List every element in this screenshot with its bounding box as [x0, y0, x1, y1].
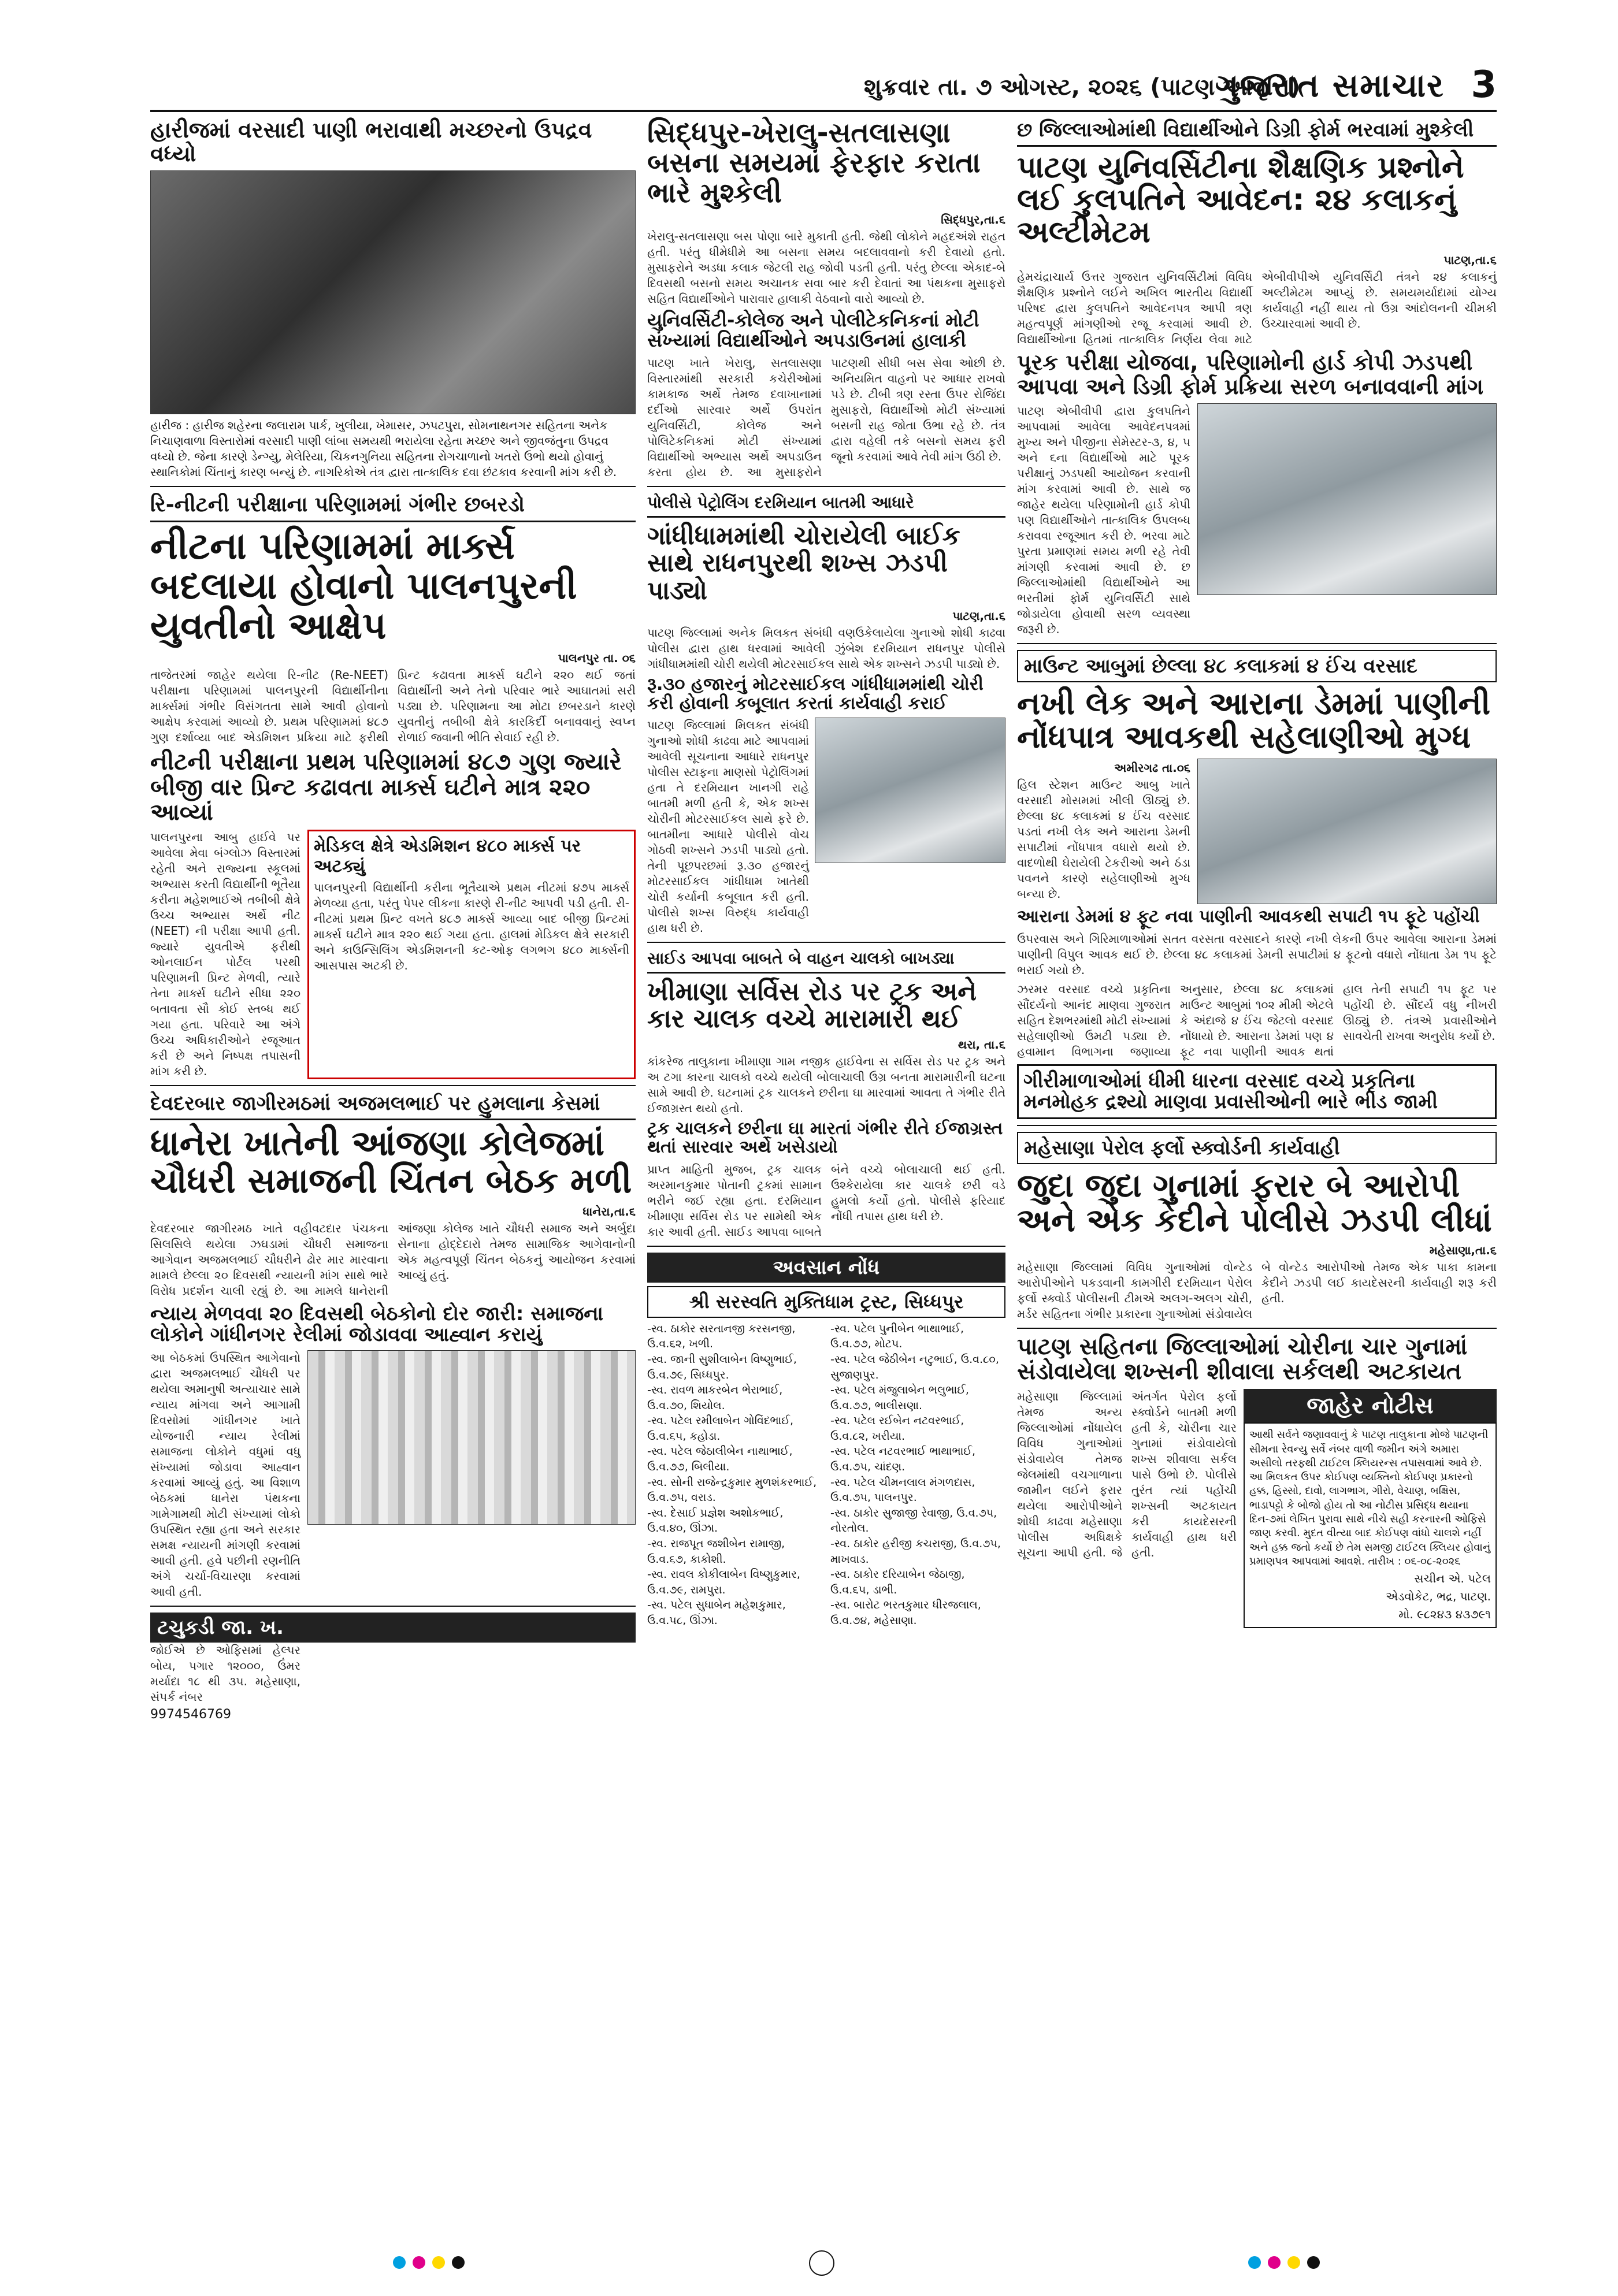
body-shivala: મહેસાણા જિલ્લામાં તેમજ અન્ય જિલ્લાઓમાં નોંધાયેલ વિવિધ ગુનાઓમાં સંડોવાયેલ તેમજ જેલમાંથી વચગાળાના જામીન લઈને ફરાર થયેલા આરોપીઓને શોધી કાઢવા મહેસાણા પોલીસ અધિક્ષકે સૂચના આપી હતી. જે અંતર્ગત પેરોલ ફર્લો સ્ક્વોર્ડને બાતમી મળી હતી કે, ચોરીના ચાર ગુનામાં સંડોવાયેલો શખ્સ શીવાલા સર્કલ પાસે ઉભો છે. પોલીસે તુરંત ત્યાં પહોંચી શખ્સની અટકાયત કરી કાયદેસરની કાર્યવાહી હાથ ધરી હતી.	[1017, 1390, 1237, 1560]
body-gandhidham: પાટણ જિલ્લામાં અનેક મિલકત સંબંધી વણઉકેલાયેલા ગુનાઓ શોધી કાઢવા પોલીસ દ્વારા હાથ ધરવામાં આવેલી ઝુંબેશ દરમિયાન રાધનપુર પોલીસે ગાંધીધામમાંથી ચોરી થયેલી મોટરસાઈકલ સાથે એક શખ્સને ઝડપી પાડ્યો છે.	[647, 626, 1005, 671]
body-neet-left: પાલનપુરના આબુ હાઈવે પર આવેલા મેવા બંગ્લોઝ વિસ્તારમાં રહેતી અને રાજ્યના સ્કૂલમાં અભ્યાસ કરતી વિદ્યાર્થીની ભૂતૈયા કરીના મહેશભાઈએ તબીબી ક્ષેત્રે ઉચ્ચ અભ્યાસ અર્થે નીટ (NEET) ની પરીક્ષા આપી હતી. જ્યારે યુવતીએ ફરીથી ઓનલાઈન પોર્ટલ પરથી પરિણામની પ્રિન્ટ મેળવી, ત્યારે તેના માર્ક્સ ઘટીને સીધા ૨૨૦ બતાવતા સૌ કોઈ સ્તબ્ધ થઈ ગયા હતા. પરિવારે આ અંગે ઉચ્ચ અધિકારીઓને રજૂઆત કરી છે અને નિષ્પક્ષ તપાસની માંગ કરી છે.	[150, 830, 300, 1078]
dateline-siddhpur: સિદ્ધપુર,તા.૬	[941, 213, 1005, 227]
obit-item: -સ્વ. જાની સુશીલાબેન વિષ્ણુભાઈ, ઉ.વ.૭૯, સિધ્ધપુર.	[647, 1353, 797, 1381]
obit-item: -સ્વ. પટેલ સુધાબેન મહેશકુમાર, ઉ.વ.૫૮, ઊંઝા.	[647, 1599, 786, 1627]
body2-gandhidham: પાટણ જિલ્લામાં મિલકત સંબંધી ગુનાઓ શોધી કાઢવા માટે આપવામાં આવેલી સૂચનાના આધારે રાધનપુર પોલીસ સ્ટાફના માણસો પેટ્રોલિંગમાં હતા તે દરમિયાન ખાનગી રાહે બાતમી મળી હતી કે, એક શખ્સ ચોરીની મોટરસાઈકલ સાથે ફરે છે. બાતમીના આધારે પોલીસે વોચ ગોઠવી શખ્સને ઝડપી પાડ્યો હતો. તેની પૂછપરછમાં રૂ.૩૦ હજારનું મોટરસાઈકલ ગાંધીધામ ખાતેથી ચોરી કર્યાની કબૂલાત કરી હતી. પોલીસે શખ્સ વિરુદ્ધ કાર્યવાહી હાથ ધરી છે.	[647, 718, 809, 935]
page-number: 3	[1471, 64, 1497, 106]
body-mountabu: હિલ સ્ટેશન માઉન્ટ આબુ ખાતે વરસાદી મોસમમાં ખીલી ઊઠ્યું છે. છેલ્લા ૪૮ કલાકમાં ૪ ઈંચ વરસાદ પડતાં નખી લેક અને આરાના ડેમની સપાટીમાં નોંધપાત્ર વધારો થયો છે. વાદળોથી ઘેરાયેલી ટેકરીઓ અને ઠંડા પવનને કારણે સહેલાણીઓ મુગ્ધ બન્યા છે.	[1017, 778, 1190, 901]
body-university: હેમચંદ્રાચાર્ય ઉત્તર ગુજરાત યુનિવર્સિટીમાં વિવિધ શૈક્ષણિક પ્રશ્નોને લઈને અખિલ ભારતીય વિદ્યાર્થી પરિષદ દ્વારા કુલપતિને આવેદનપત્ર આપી ત્રણ મહત્વપૂર્ણ માંગણીઓ રજૂ કરવામાં આવી છે. વિદ્યાર્થીઓના હિતમાં તાત્કાલિક નિર્ણય લેવા માટે એબીવીપીએ યુનિવર્સિટી તંત્રને ૨૪ કલાકનું અલ્ટીમેટમ આપ્યું છે. સમયમર્યાદામાં યોગ્ય કાર્યવાહી નહીં થાય તો ઉગ્ર આંદોલનની ચીમકી ઉચ્ચારવામાં આવી છે.	[1017, 270, 1497, 347]
obituary-head: અવસાન નોંધ	[647, 1253, 1005, 1283]
body-khimana: કાંકરેજ તાલુકાના ખીમાણા ગામ નજીક હાઈવેના સ સર્વિસ રોડ પર ટ્રક અને અ ટગા કારના ચાલકો વચ્ચે થયેલી બોલાચાલી ઉગ્ર બનતા મારામારીની ઘટના સામે આવી છે. ઘટનામાં ટ્રક ચાલકને છરીના ઘા મારવામાં આવતા તે ગંભીર રીતે ઈજાગ્રસ્ત થયો હતો.	[647, 1054, 1005, 1115]
kicker-khimana: સાઈડ આપવા બાબતે બે વાહન ચાલકો બાખડ્યા	[647, 949, 1005, 974]
box-medical-admission	[307, 830, 636, 1079]
subhead-khimana: ટ્રક ચાલકને છરીના ઘા મારતાં ગંભીર રીતે ઈજાગ્રસ્ત થતાં સારવાર અર્થે ખસેડાયો	[647, 1118, 1003, 1158]
obit-item: -સ્વ. પટેલ જેઠાલીબેન નાથાભાઈ, ઉ.વ.૭૭, બિલીયા.	[647, 1445, 793, 1474]
body-mehsana: મહેસાણા જિલ્લામાં વિવિધ ગુનાઓમાં વોન્ટેડ આરોપીઓને પકડવાની કામગીરી દરમિયાન પેરોલ ફર્લો સ્ક્વોર્ડ પોલીસની ટીમએ અલગ-અલગ ચોરી, મર્ડર સહિતના ગંભીર પ્રકારના ગુનાઓમાં સંડોવાયેલ બે વોન્ટેડ આરોપીઓ તેમજ એક પાકા કામના કેદીને ઝડપી લઈ કાયદેસરની કાર્યવાહી શરૂ કરી હતી.	[1017, 1260, 1497, 1321]
color-dots-right	[1248, 2256, 1320, 2269]
subhead-siddhpur-bus: યુનિવર્સિટી-કોલેજ અને પોલીટેકનિકનાં મોટી સંખ્યામાં વિદ્યાર્થીઓને અપડાઉનમાં હાલાકી	[647, 309, 979, 352]
photo-meeting	[307, 1350, 636, 1525]
color-dot-icon	[452, 2256, 465, 2269]
box-body: પાલનપુરની વિદ્યાર્થીની કરીના ભૂતૈયાએ પ્રથમ નીટમાં ૪૭૫ માર્ક્સ મેળવ્યા હતા, પરંતુ પેપર લીકના કારણે રી-નીટ આપવી પડી હતી. રી-નીટમાં પ્રથમ પ્રિન્ટ વખતે ૪૮૭ માર્ક્સ આવ્યા બાદ બીજી પ્રિન્ટમાં માર્ક્સ ઘટીને માત્ર ૨૨૦ થઈ ગયા હતા. હાલમાં મેડિકલ ક્ષેત્રે સરકારી અને કાઉન્સિલિંગ એડમિશનની કટ-ઓફ લગભગ ૪૮૦ માર્ક્સની આસપાસ અટકી છે.	[314, 880, 629, 972]
column-left	[150, 118, 636, 1722]
color-dot-icon	[1268, 2256, 1281, 2269]
obit-item: -સ્વ. સોની રાજેન્દ્રકુમાર મુળશંકરભાઈ, ઉ.વ.૭૫, વરાડ.	[647, 1476, 817, 1504]
dateline-palanpur: પાલનપુર તા. ૦૬	[558, 651, 636, 666]
caption-harij: હારીજ : હારીજ શહેરના જલારામ પાર્ક, ખુલીયા, ખેમાસર, ઝપટપુરા, સોમનાથનગર સહિતના અનેક નિચાણવાળા વિસ્તારોમાં વરસાદી પાણી લાંબા સમયથી ભરાયેલા રહેતા મચ્છર અને જીવજંતુના ઉપદ્રવ વધ્યો છે. જેના કારણે ડેન્ગ્યુ, મેલેરિયા, ચિકનગુનિયા સહિતના રોગચાળાનો ખતરો ઉભો થયો હોવાનું સ્થાનિકોમાં ચિંતાનું કારણ બન્યું છે. નાગરિકોએ તંત્ર દ્વારા તાત્કાલિક દવા છંટકાવ કરવાની માંગ કરી છે.	[150, 418, 617, 480]
box-head: મેડિકલ ક્ષેત્રે એડમિશન ૪૮૦ માર્ક્સ પર અટક્યું	[314, 835, 581, 876]
headline-shivala: પાટણ સહિતના જિલ્લાઓમાં ચોરીના ચાર ગુનામાં સંડોવાયેલા શખ્સની શીવાલા સર્કલથી અટકાયત	[1017, 1333, 1468, 1385]
color-dot-icon	[1248, 2256, 1261, 2269]
subbody-mountabu: ઉપરવાસ અને ગિરિમાળાઓમાં સતત વરસતા વરસાદને કારણે નખી લેકની ઉપર આવેલા આરાના ડેમમાં પાણીની વિપુલ આવક થઈ છે. છેલ્લા ૪૮ કલાકમાં ડેમની સપાટીમાં ૪ ફૂટનો વધારો નોંધાતા ડેમ ૧૫ ફૂટે ભરાઈ ગયો છે.	[1017, 931, 1497, 977]
dateline-mehsana: મહેસાણા,તા.૬	[1429, 1243, 1497, 1257]
headline-neet: નીટના પરિણામમાં માર્ક્સ બદલાયા હોવાનો પાલનપુરની યુવતીનો આક્ષેપ	[150, 525, 577, 648]
obit-item: -સ્વ. ઠાકોર સુજાજી રેવાજી, ઉ.વ.૭૫, નોરતોલ.	[830, 1506, 997, 1535]
newspaper-page	[150, 0, 1497, 2296]
headline-dhanera: ધાનેરા ખાતેની આંજણા કોલેજમાં ચૌધરી સમાજની ચિંતન બેઠક મળી	[150, 1123, 632, 1201]
body-siddhpur-bus: ખેરાલુ-સતલાસણા બસ પોણા બારે મુકાતી હતી. જેથી લોકોને મહદઅંશે રાહત હતી. પરંતુ ધીમેધીમે આ બસના સમય બદલાવવાનો કરી દેવાયો હતો. મુસાફરોને અડધા કલાક જેટલી રાહ જોવી પડતી હતી. પરંતુ છેલ્લા એકાદ-બે દિવસથી બસનો સમય અચાનક સવા બાર કરી દેવાતાં આ પંથકના મુસાફરો સહિત વિદ્યાર્થીઓને પારાવાર હાલાકી વેઠવાનો વારો આવ્યો છે.	[647, 229, 1005, 306]
registration-mark-icon	[809, 2250, 834, 2276]
notice-sign-title: એડવોકેટ, ભદ્ર, પાટણ.	[1386, 1589, 1491, 1604]
obit-item: -સ્વ. પટેલ પુનીબેન ભાથાભાઈ, ઉ.વ.૭૭, મોટપ.	[830, 1322, 964, 1351]
classified-phone: 9974546769	[150, 1707, 231, 1722]
masthead	[150, 64, 1497, 112]
kicker-university: છ જિલ્લાઓમાંથી વિદ્યાર્થીઓને ડિગ્રી ફોર્મ ભરવામાં મુશ્કેલી	[1017, 118, 1497, 147]
classified-head: ટચુકડી જા. ખ.	[150, 1613, 636, 1643]
color-dot-icon	[432, 2256, 445, 2269]
obit-item: -સ્વ. પટેલ રમીલાબેન ગોવિંદભાઈ, ઉ.વ.૬૫, કહોડા.	[647, 1414, 794, 1443]
kicker-mountabu: માઉન્ટ આબુમાં છેલ્લા ૪૮ કલાકમાં ૪ ઈંચ વરસાદ	[1017, 650, 1497, 682]
obit-item: -સ્વ. દેસાઈ પ્રજ્ઞેશ અશોકભાઈ, ઉ.વ.૪૦, ઊંઝા.	[647, 1506, 784, 1535]
public-notice	[1244, 1422, 1497, 1628]
notice-sign: સચીન એ. પટેલ	[1414, 1571, 1491, 1586]
kicker-devdarbar: દેવદરબાર જાગીરમઠમાં અજમલભાઈ પર હુમલાના કેસમાં	[150, 1092, 636, 1120]
notice-head: જાહેર નોટીસ	[1244, 1389, 1497, 1422]
headline-harij: હારીજમાં વરસાદી પાણી ભરાવાથી મચ્છરનો ઉપદ્રવ વધ્યો	[150, 117, 592, 167]
column-right	[1017, 118, 1497, 1628]
obit-item: -સ્વ. પટેલ મંજુલાબેન ભલુભાઈ, ઉ.વ.૭૭, ભાલીસણા.	[830, 1384, 969, 1412]
dateline-patan: પાટણ,તા.૬	[952, 609, 1005, 623]
subhead-neet: નીટની પરીક્ષાના પ્રથમ પરિણામમાં ૪૮૭ ગુણ જ્યારે બીજી વાર પ્રિન્ટ કઢાવતા માર્ક્સ ઘટીને માત્ર ૨૨૦ આવ્યાં	[150, 749, 622, 826]
headline-khimana: ખીમાણા સર્વિસ રોડ પર ટ્રક અને કાર ચાલક વચ્ચે મારામારી થઈ	[647, 976, 977, 1034]
body2-khimana: પ્રાપ્ત માહિતી મુજબ, ટ્રક ચાલક અરમાનકુમાર પોતાની ટ્રકમાં સામાન ભરીને જઈ રહ્યા હતા. દરમિયાન ખીમાણા સર્વિસ રોડ પર સામેથી એક કાર આવી હતી. સાઈડ આપવા બાબતે બંને વચ્ચે બોલાચાલી થઈ હતી. ઉશ્કેરાયેલા કાર ચાલકે છરી વડે હુમલો કર્યો હતો. પોલીસે ફરિયાદ નોંધી તપાસ હાથ ધરી છે.	[647, 1162, 1005, 1239]
body2-siddhpur-bus: પાટણ ખાતે ખેરાલુ, સતલાસણા વિસ્તારમાંથી સરકારી કચેરીઓમાં કામકાજ અર્થે તેમજ દવાખાનામાં દર્દીઓ સારવાર અર્થે ઉપરાંત યુનિવર્સિટી, કોલેજ અને પોલિટેકનિકમાં મોટી સંખ્યામાં વિદ્યાર્થીઓ અભ્યાસ અર્થે અપડાઉન કરતા હોય છે. આ મુસાફરોને પાટણથી સીધી બસ સેવા ઓછી છે. અનિયમિત વાહનો પર આધાર રાખવો પડે છે. ટીબી ત્રણ રસ્તા ઉપર રોજિંદા મુસાફરો, વિદ્યાર્થીઓ મોટી સંખ્યામાં બસની રાહ જોતા ઉભા રહે છે. તંત્ર દ્વારા વહેલી તકે બસનો સમય ફરી જૂનો કરવામાં આવે તેવી માંગ ઉઠી છે.	[647, 355, 1005, 479]
color-dot-icon	[1307, 2256, 1320, 2269]
photo-abvp-protest	[1197, 403, 1497, 595]
obit-item: -સ્વ. બારોટ ભરતકુમાર ધીરજલાલ, ઉ.વ.૭૪, મહેસાણા.	[830, 1599, 981, 1627]
body-neet: તાજેતરમાં જાહેર થયેલા રિ-નીટ (Re-NEET) પરીક્ષાના પરિણામમાં પાલનપુરની વિદ્યાર્થીનીના માર્ક્સમાં ગંભીર વિસંગતતા સામે આવી હોવાનો આક્ષેપ કરવામાં આવ્યો છે. પ્રથમ પરિણામમાં ૪૮૭ ગુણ દર્શાવ્યા બાદ એડમિશન પ્રક્રિયા માટે ફરીથી પ્રિન્ટ કઢાવતા માર્ક્સ ઘટીને ૨૨૦ થઈ જતાં વિદ્યાર્થીની અને તેનો પરિવાર ભારે આઘાતમાં સરી પડ્યા છે. પરિણામના આ મોટા છબરડાને કારણે યુવતીનું તબીબી ક્ષેત્રે કારકિર્દી બનાવવાનું સ્વપ્ન રોળાઈ જવાની ભીતિ સેવાઈ રહી છે.	[150, 668, 636, 745]
kicker-reneet: રિ-નીટની પરીક્ષાના પરિણામમાં ગંભીર છબરડો	[150, 493, 636, 522]
photo-nakki-lake	[1197, 759, 1497, 904]
body-dhanera: દેવદરબાર જાગીરમઠ ખાતે વહીવટદાર પંચકના સિલસિલે થયેલા ઝઘડામાં ચૌધરી સમાજના આગેવાન અજમલભાઈ ચૌધરીને ઢોર માર મારવાના મામલે છેલ્લા ૨૦ દિવસથી ન્યાયની માંગ સાથે ભારે વિરોધ પ્રદર્શન ચાલી રહ્યું છે. આ મામલે ધાનેરાની આંજણા કોલેજ ખાતે ચૌધરી સમાજ અને અર્બુદા સેનાના હોદ્દેદારો તેમજ સામાજિક આગેવાનોની એક મહત્વપૂર્ણ ચિંતન બેઠકનું આયોજન કરવામાં આવ્યું હતું.	[150, 1221, 636, 1298]
obit-item: -સ્વ. રાજપૂત જશીબેન રામાજી, ઉ.વ.૬૭, કાકોશી.	[647, 1537, 785, 1566]
notice-body: આથી સર્વને જણાવવાનું કે પાટણ તાલુકાના મોજે પાટણની સીમના રેવન્યુ સર્વે નંબર વાળી જમીન અંગે અમારા અસીલો તરફથી ટાઈટલ ક્લિયરન્સ તપાસવામાં આવે છે. આ મિલકત ઉપર કોઈપણ વ્યક્તિનો કોઈપણ પ્રકારનો હક્ક, હિસ્સો, દાવો, લાગભાગ, ગીરો, વેચાણ, બક્ષિસ, ભાડાપટ્ટો કે બોજો હોય તો આ નોટીસ પ્રસિદ્ધ થયાના દિન-૭માં લેખિત પુરાવા સાથે નીચે સહી કરનારની ઓફિસે જાણ કરવી. મુદત વીત્યા બાદ કોઈપણ વાંધો ચાલશે નહીં અને હક્ક જતો કર્યો છે તેમ સમજી ટાઈટલ ક્લિયર હોવાનું પ્રમાણપત્ર આપવામાં આવશે. તારીખ : ૦૬-૦૮-૨૦૨૬	[1249, 1429, 1491, 1567]
obit-item: -સ્વ. ઠાકોર સરતાનજી કરસનજી, ઉ.વ.૬૨, ખળી.	[647, 1322, 796, 1351]
dateline-thara: થરા, તા.૬	[958, 1037, 1005, 1052]
paper-name: ગુજરાત સમાચાર	[1215, 67, 1445, 105]
dateline-amirgadh: અમીરગઢ તા.૦૬	[1114, 761, 1190, 775]
column-middle	[647, 118, 1005, 1629]
kicker-gandhidham: પોલીસે પેટ્રોલિંગ દરમિયાન બાતમી આધારે	[647, 493, 1005, 518]
kicker-mehsana: મહેસાણા પેરોલ ફર્લો સ્ક્વોર્ડની કાર્યવાહી	[1017, 1132, 1497, 1164]
band-mountabu: ગીરીમાળાઓમાં ધીમી ધારના વરસાદ વચ્ચે પ્રકૃતિના મનમોહક દ્રશ્યો માણવા પ્રવાસીઓની ભારે ભીડ જામી	[1017, 1064, 1497, 1119]
obit-item: -સ્વ. પટેલ ચીમનલાલ મંગળદાસ, ઉ.વ.૭૫, પાલનપુર.	[830, 1476, 975, 1504]
obit-item: -સ્વ. ઠાકોર હરીજી કચરાજી, ઉ.વ.૭૫, માખવાડ.	[830, 1537, 1001, 1566]
obituary-col-left	[647, 1321, 822, 1629]
color-dot-icon	[393, 2256, 406, 2269]
obit-item: -સ્વ. પટેલ જેઠીબેન નટુભાઈ, ઉ.વ.૮૦, સુજાણપુર.	[830, 1353, 999, 1381]
obit-item: -સ્વ. ઠાકોર દરિયાબેન જેઠાજી, ઉ.વ.૬૫, ડાભી.	[830, 1568, 965, 1596]
color-dot-icon	[413, 2256, 425, 2269]
obituary-trust: શ્રી સરસ્વતિ મુક્તિધામ ટ્રસ્ટ, સિધ્ધપુર	[647, 1286, 1005, 1318]
photo-accused	[815, 718, 1005, 863]
headline-university: પાટણ યુનિવર્સિટીના શૈક્ષણિક પ્રશ્નોને લઈ કુલપતિને આવેદન: ૨૪ કલાકનું અલ્ટીમેટમ	[1017, 150, 1464, 250]
dateline-patan-univ: પાટણ,તા.૬	[1443, 253, 1497, 268]
dateline-dhanera: ધાનેરા,તા.૬	[582, 1204, 636, 1218]
headline-mehsana: જુદા જુદા ગુનામાં ફરાર બે આરોપી અને એક કેદીને પોલીસે ઝડપી લીધાં	[1017, 1166, 1492, 1240]
obit-item: -સ્વ. રાવલ કોકીલાબેન વિષ્ણુકુમાર, ઉ.વ.૭૯, રામપુરા.	[647, 1568, 800, 1596]
subhead-university: પૂરક પરીક્ષા યોજવા, પરિણામોની હાર્ડ કોપી ઝડપથી આપવા અને ડિગ્રી ફોર્મ પ્રક્રિયા સરળ બનાવવાની માંગ	[1017, 350, 1483, 399]
obit-item: -સ્વ. રાવળ માકરબેન ભેરાભાઈ, ઉ.વ.૭૦, શિયોલ.	[647, 1384, 783, 1412]
classified-body: જોઈએ છે ઓફિસમાં હેલ્પર બોય, પગાર ૧૨૦૦૦, ઉંમર મર્યાદા ૧૮ થી ૩૫. મહેસાણા, સંપર્ક નંબર	[150, 1643, 300, 1704]
headline-gandhidham: ગાંધીધામમાંથી ચોરાયેલી બાઈક સાથે રાધનપુરથી શખ્સ ઝડપી પાડ્યો	[647, 521, 960, 605]
color-dot-icon	[1287, 2256, 1300, 2269]
photo-waterlogging	[150, 170, 636, 414]
obituary-list	[647, 1321, 1005, 1629]
obit-item: -સ્વ. પટેલ નટવરભાઈ ભાથાભાઈ, ઉ.વ.૭૫, ચાંદણ.	[830, 1445, 976, 1474]
obituary-col-right	[830, 1321, 1005, 1629]
subhead-gandhidham: રૂ.૩૦ હજારનું મોટરસાઈકલ ગાંધીધામમાંથી ચોરી કરી હોવાની કબૂલાત કરતાં કાર્યવાહી કરાઈ	[647, 674, 984, 714]
subhead-mountabu: આરાના ડેમમાં ૪ ફૂટ નવા પાણીની આવકથી સપાટી ૧૫ ફૂટે પહોંચી	[1017, 906, 1480, 927]
notice-phone: મો. ૯૮૨૪૩ ૪૩૭૯૧	[1398, 1607, 1491, 1622]
headline-siddhpur-bus: સિદ્ધપુર-ખેરાલુ-સતલાસણા બસના સમયમાં ફેરફાર કરાતા ભારે મુશ્કેલી	[647, 117, 981, 209]
color-dots-left	[393, 2256, 465, 2269]
subhead-dhanera: ન્યાય મેળવવા ૨૦ દિવસથી બેઠકોનો દોર જારી: સમાજના લોકોને ગાંધીનગર રેલીમાં જોડાવવા આહ્વાન કરાયું	[150, 1302, 603, 1347]
body-dhanera-left: આ બેઠકમાં ઉપસ્થિત આગેવાનો દ્વારા અજમલભાઈ ચૌધરી પર થયેલા અમાનુષી અત્યાચાર સામે ન્યાય માંગવા અને આગામી દિવસોમાં ગાંધીનગર ખાતે યોજનારી ન્યાય રેલીમાં સમાજના લોકોને વધુમાં વધુ સંખ્યામાં જોડાવા આહ્વાન કરવામાં આવ્યું હતું. આ વિશાળ બેઠકમાં ધાનેરા પંથકના ગામેગામથી મોટી સંખ્યામાં લોકો ઉપસ્થિત રહ્યા હતા અને સરકાર સમક્ષ ન્યાયની માંગણી કરવામાં આવી હતી. હવે પછીની રણનીતિ અંગે ચર્ચા-વિચારણા કરવામાં આવી હતી.	[150, 1350, 300, 1599]
body2-mountabu: ઝરમર વરસાદ વચ્ચે પ્રકૃતિના સૌંદર્યનો આનંદ માણવા ગુજરાત સહિત દેશભરમાંથી મોટી સંખ્યામાં સહેલાણીઓ ઉમટી પડ્યા છે. હવામાન વિભાગના જણાવ્યા અનુસાર, છેલ્લા ૪૮ કલાકમાં માઉન્ટ આબુમાં ૧૦૨ મીમી એટલે કે અંદાજે ૪ ઈંચ જેટલો વરસાદ નોંધાયો છે. આરાના ડેમમાં પણ ૪ ફૂટ નવા પાણીની આવક થતાં હાલ તેની સપાટી ૧૫ ફૂટ પર પહોંચી છે. સૌંદર્ય વધુ નીખરી ઊઠ્યું છે. તંત્રએ પ્રવાસીઓને સાવચેતી રાખવા અનુરોધ કર્યો છે.	[1017, 982, 1497, 1058]
headline-mountabu: નખી લેક અને આરાના ડેમમાં પાણીની નોંધપાત્ર આવકથી સહેલાણીઓ મુગ્ધ	[1017, 685, 1491, 755]
obit-item: -સ્વ. પટેલ રઈબેન નટવરભાઈ, ઉ.વ.૮૨, ખરીયા.	[830, 1414, 964, 1443]
issue-date: શુક્રવાર તા. ૭ ઓગસ્ટ, ૨૦૨૬ (પાટણ આવૃત્તિ)	[863, 74, 1300, 101]
body2-university: પાટણ એબીવીપી દ્વારા કુલપતિને આપવામાં આવેલા આવેદનપત્રમાં મુખ્ય અને પીજીના સેમેસ્ટર-૩, ૪, ૫ અને ૬ના વિદ્યાર્થીઓ માટે પૂરક પરીક્ષાનું ઝડપથી આયોજન કરવાની માંગ કરવામાં આવી છે. સાથે જ જાહેર થયેલા પરિણામોની હાર્ડ કોપી પણ વિદ્યાર્થીઓને તાત્કાલિક ઉપલબ્ધ કરાવવા રજૂઆત કરી છે. ભરવા માટે પુરતા પ્રમાણમાં સમય મળી રહે તેવી માંગણી કરવામાં આવી છે. છ જિલ્લાઓમાંથી વિદ્યાર્થીઓને આ ભરતીમાં ફોર્મ યુનિવર્સિટી સાથે જોડાયેલા હોવાથી સરળ વ્યવસ્થા જરૂરી છે.	[1017, 403, 1190, 636]
